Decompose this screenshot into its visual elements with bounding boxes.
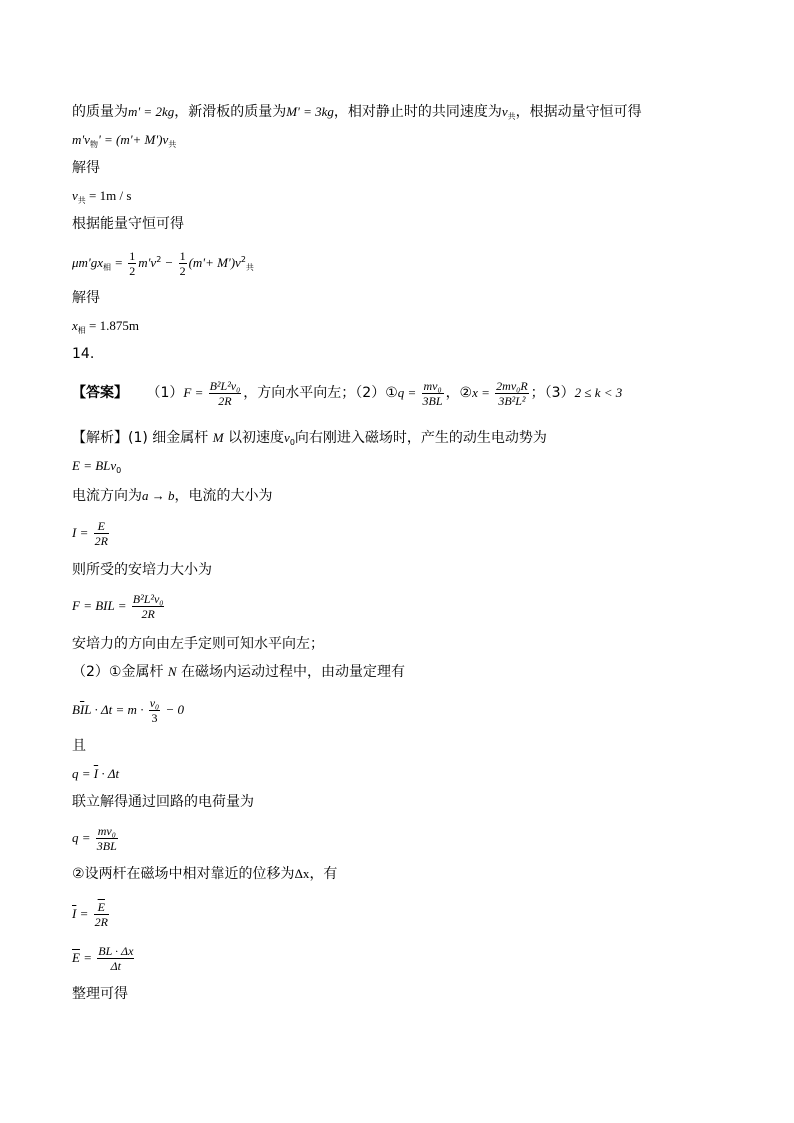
denominator: 3B²L² <box>498 393 526 408</box>
text: ，有 <box>309 866 338 882</box>
text-line: 整理可得 <box>72 986 128 1002</box>
fraction <box>495 379 529 408</box>
formula: m'v <box>72 132 90 147</box>
formula: $\overline{I}$ <box>93 766 99 781</box>
formula: F = BIL = <box>72 598 130 613</box>
text: ②设两杆在磁场中相对靠近的位移为 <box>72 866 295 882</box>
fraction <box>179 249 187 278</box>
numerator: v₀ <box>149 695 160 710</box>
text-line: 则所受的安培力大小为 <box>72 562 212 578</box>
denominator: 3BL <box>96 838 117 853</box>
formula-line <box>72 456 121 481</box>
formula: I = <box>72 525 92 540</box>
formula: q = <box>397 385 420 400</box>
numerator: 2mv₀R <box>496 378 528 393</box>
formula: − <box>161 255 177 270</box>
formula: q = <box>72 766 94 781</box>
subscript: 相 <box>102 263 111 272</box>
formula: L · Δt = m · <box>84 702 147 717</box>
subscript: 0 <box>289 438 295 447</box>
formula-line <box>72 516 111 550</box>
text: 的质量为 <box>72 104 128 120</box>
formula: $\overline{I}$ <box>79 702 85 717</box>
formula: v <box>501 104 508 119</box>
formula: μm'gx <box>72 255 103 270</box>
denominator: 2R <box>94 914 108 929</box>
formula: − 0 <box>162 702 184 717</box>
numerator: mv₀ <box>97 823 116 838</box>
formula: v <box>284 430 290 445</box>
numerator: E <box>94 519 109 534</box>
text-line <box>72 102 642 127</box>
formula: Δx <box>294 866 310 881</box>
fraction <box>422 379 444 408</box>
formula-line <box>72 244 254 284</box>
formula: = 1m / s <box>85 188 132 203</box>
answer-line <box>72 374 622 412</box>
formula: a → b <box>142 488 175 503</box>
fraction <box>209 379 242 408</box>
formula: m'v <box>138 255 157 270</box>
formula-line <box>72 186 131 211</box>
subscript: 物 <box>89 140 98 149</box>
formula: = <box>79 950 96 965</box>
numerator: 1 <box>179 248 186 263</box>
denominator: 2R <box>141 606 155 621</box>
text-line: 且 <box>72 738 86 754</box>
denominator: Δt <box>110 958 121 973</box>
formula: (m'+ M')v <box>188 255 241 270</box>
text: ，根据动量守恒可得 <box>515 104 642 120</box>
fraction <box>94 900 109 929</box>
numerator: 1 <box>129 248 136 263</box>
text-line: 解得 <box>72 290 100 306</box>
fraction <box>94 519 109 548</box>
text-line <box>72 428 547 453</box>
text: ，电流的大小为 <box>174 488 273 504</box>
text-line <box>72 864 337 884</box>
denominator: 2 <box>129 263 136 278</box>
text: 【解析】(1) 细金属杆 <box>72 430 213 446</box>
formula: E = BLv <box>72 458 117 473</box>
numerator: B²L²v₀ <box>209 378 241 393</box>
superscript: 2 <box>240 255 246 264</box>
text: ，新滑板的质量为 <box>174 104 287 120</box>
answer-label: 【答案】 <box>72 385 128 401</box>
numerator: mv₀ <box>423 378 442 393</box>
formula: $\overline{I}$ <box>72 906 77 921</box>
formula: ' = (m'+ M')v <box>97 132 169 147</box>
fraction <box>149 696 161 725</box>
formula: x = <box>472 385 494 400</box>
fraction <box>132 592 165 621</box>
formula-line <box>72 588 166 624</box>
text-line: 安培力的方向由左手定则可知水平向左； <box>72 636 324 652</box>
formula: q = <box>72 830 94 845</box>
text: 向右刚进入磁场时，产生的动生电动势为 <box>294 430 547 446</box>
text-line: 根据能量守恒可得 <box>72 216 184 232</box>
subscript: 共 <box>245 263 254 272</box>
text: ，② <box>445 385 473 401</box>
superscript: 2 <box>156 255 162 264</box>
text: 电流方向为 <box>72 488 142 504</box>
formula: 2 ≤ k < 3 <box>574 385 623 400</box>
text: 以初速度 <box>223 430 285 446</box>
subscript: 0 <box>116 466 122 475</box>
formula: F = <box>183 385 207 400</box>
question-number: 14. <box>72 346 95 362</box>
text: ，相对静止时的共同速度为 <box>333 104 502 120</box>
formula-line <box>72 820 120 856</box>
fraction <box>97 944 134 973</box>
fraction <box>128 249 136 278</box>
text: ；（3） <box>530 385 575 401</box>
text: （1） <box>146 385 184 401</box>
denominator: 2 <box>179 263 186 278</box>
formula-line <box>72 764 119 784</box>
numerator: $\overline{E}$ <box>94 900 109 915</box>
fraction <box>96 824 118 853</box>
formula: M' = 3kg <box>286 104 334 119</box>
formula: = 1.875m <box>85 318 139 333</box>
formula: $\overline{E}$ <box>72 950 80 965</box>
text: 在磁场内运动过程中，由动量定理有 <box>176 664 406 680</box>
numerator: BL · Δx <box>98 943 134 958</box>
text-line <box>72 662 405 682</box>
formula: m' = 2kg <box>128 104 175 119</box>
formula: = <box>76 906 92 921</box>
text-line: 解得 <box>72 160 100 176</box>
formula: N <box>167 664 177 679</box>
text: ，方向水平向左；（2）① <box>243 385 398 401</box>
formula: B <box>72 702 80 717</box>
denominator: 3 <box>151 710 158 725</box>
formula: = <box>110 255 127 270</box>
numerator: B²L²v₀ <box>132 591 164 606</box>
text-line <box>72 486 273 506</box>
denominator: 2R <box>218 393 232 408</box>
subscript: 共 <box>507 112 516 121</box>
subscript: 共 <box>168 140 177 149</box>
denominator: 3BL <box>422 393 443 408</box>
formula-line <box>72 316 139 341</box>
subscript: 共 <box>77 196 86 205</box>
formula: · Δt <box>98 766 120 781</box>
denominator: 2R <box>94 533 108 548</box>
text: （2）①金属杆 <box>72 664 168 680</box>
formula-line <box>72 894 111 934</box>
subscript: 相 <box>77 326 86 335</box>
formula-line <box>72 938 136 978</box>
formula: v <box>72 188 78 203</box>
formula-line <box>72 692 184 728</box>
formula: x <box>72 318 78 333</box>
formula-line <box>72 130 176 155</box>
text-line: 联立解得通过回路的电荷量为 <box>72 794 254 810</box>
formula: M <box>212 430 224 445</box>
